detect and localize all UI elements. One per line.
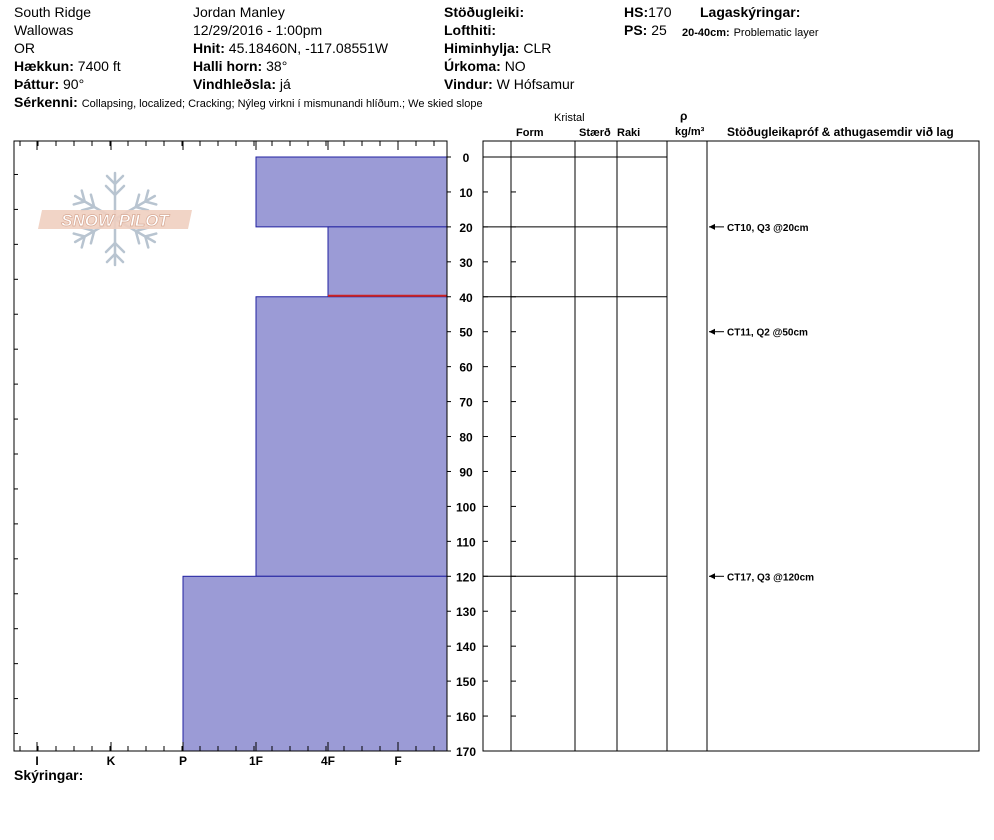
depth-tick-label: 80 bbox=[459, 430, 473, 445]
hardness-tick-label: F bbox=[394, 754, 402, 768]
wind-loading-value: já bbox=[279, 76, 291, 92]
aspect-value: 90° bbox=[63, 76, 85, 92]
stability-label: Stöðugleiki: bbox=[444, 4, 525, 20]
crystal-header: Kristal bbox=[554, 112, 585, 124]
layer-notes-label: Lagaskýringar: bbox=[700, 4, 801, 20]
depth-tick-label: 10 bbox=[459, 185, 473, 200]
hardness-tick-label: I bbox=[35, 754, 39, 768]
coords-label: Hnit: bbox=[193, 40, 225, 56]
depth-tick-label: 90 bbox=[459, 465, 473, 480]
logo-text: SNOW PILOT bbox=[61, 211, 169, 230]
size-header: Stærð bbox=[579, 127, 611, 139]
depth-tick-label: 130 bbox=[455, 605, 477, 620]
elevation-value: 7400 ft bbox=[77, 58, 121, 74]
depth-tick-label: 110 bbox=[456, 535, 476, 550]
air-temp-label: Lofthiti: bbox=[444, 22, 497, 38]
sky-value: CLR bbox=[523, 40, 552, 56]
observer-name: Jordan Manley bbox=[193, 4, 285, 20]
hardness-layer-1 bbox=[328, 227, 447, 297]
hardness-tick-label: 4F bbox=[320, 754, 336, 768]
wind-label: Vindur: bbox=[444, 76, 493, 92]
observation-datetime: 12/29/2016 - 1:00pm bbox=[193, 22, 323, 38]
depth-tick-label: 70 bbox=[459, 395, 473, 410]
hardness-tick-label: P bbox=[178, 754, 188, 768]
hardness-tick-label: K bbox=[106, 754, 116, 768]
hardness-layer-0 bbox=[256, 157, 447, 227]
rho-header: ρ bbox=[680, 109, 688, 123]
tests-header: Stöðugleikapróf & athugasemdir við lag bbox=[727, 125, 954, 139]
depth-tick-label: 160 bbox=[455, 710, 477, 725]
test-result-label: CT10, Q3 @20cm bbox=[727, 222, 809, 234]
coords-value: 45.18460N, -117.08551W bbox=[228, 40, 389, 56]
hardness-tick-label: 1F bbox=[248, 754, 264, 768]
hs-label: HS: bbox=[624, 4, 649, 20]
depth-tick-label: 120 bbox=[455, 570, 477, 585]
notes-label: Skýringar: bbox=[14, 767, 84, 783]
sky-label: Himinhylja: bbox=[444, 40, 520, 56]
moisture-header: Raki bbox=[617, 127, 641, 139]
slope-value: 38° bbox=[266, 58, 288, 74]
depth-tick-label: 60 bbox=[459, 360, 473, 375]
depth-tick-label: 100 bbox=[455, 500, 477, 515]
depth-tick-label: 40 bbox=[459, 290, 473, 305]
ps-label: PS: bbox=[624, 22, 648, 38]
layer-note-text: Problematic layer bbox=[733, 27, 819, 39]
ps-value: 25 bbox=[651, 22, 667, 38]
features-label: Sérkenni: bbox=[14, 94, 78, 110]
state-name: OR bbox=[14, 40, 35, 56]
snowpilot-logo bbox=[38, 173, 192, 265]
density-unit-header: kg/m³ bbox=[675, 126, 705, 138]
precip-label: Úrkoma: bbox=[444, 58, 501, 74]
wind-loading-label: Vindhleðsla: bbox=[193, 76, 276, 92]
hardness-layer-2 bbox=[256, 297, 447, 577]
precip-value: NO bbox=[504, 58, 526, 74]
elevation-label: Hækkun: bbox=[14, 58, 74, 74]
form-header: Form bbox=[516, 127, 544, 139]
location-name: South Ridge bbox=[14, 4, 92, 20]
slope-label: Halli horn: bbox=[193, 58, 263, 74]
depth-tick-label: 50 bbox=[459, 325, 473, 340]
depth-tick-label: 20 bbox=[459, 220, 473, 235]
hardness-layer-3 bbox=[183, 576, 447, 751]
test-arrowhead bbox=[709, 224, 715, 230]
layer-note-range: 20-40cm: bbox=[682, 27, 730, 39]
depth-tick-label: 170 bbox=[455, 745, 477, 759]
aspect-label: Þáttur: bbox=[14, 76, 60, 92]
test-result-label: CT17, Q3 @120cm bbox=[727, 572, 815, 584]
features-value: Collapsing, localized; Cracking; Nýleg virkni í mismunandi hlíðum.; We skied slope bbox=[81, 98, 483, 110]
test-arrowhead bbox=[709, 573, 715, 579]
depth-tick-label: 0 bbox=[462, 151, 470, 165]
hs-value: 170 bbox=[648, 4, 672, 20]
wind-value: W Hófsamur bbox=[496, 76, 575, 92]
depth-tick-label: 140 bbox=[455, 640, 477, 655]
test-result-label: CT11, Q2 @50cm bbox=[727, 327, 808, 339]
depth-tick-label: 150 bbox=[455, 675, 477, 690]
test-arrowhead bbox=[709, 329, 715, 335]
range-name: Wallowas bbox=[14, 22, 74, 38]
depth-tick-label: 30 bbox=[459, 255, 473, 270]
